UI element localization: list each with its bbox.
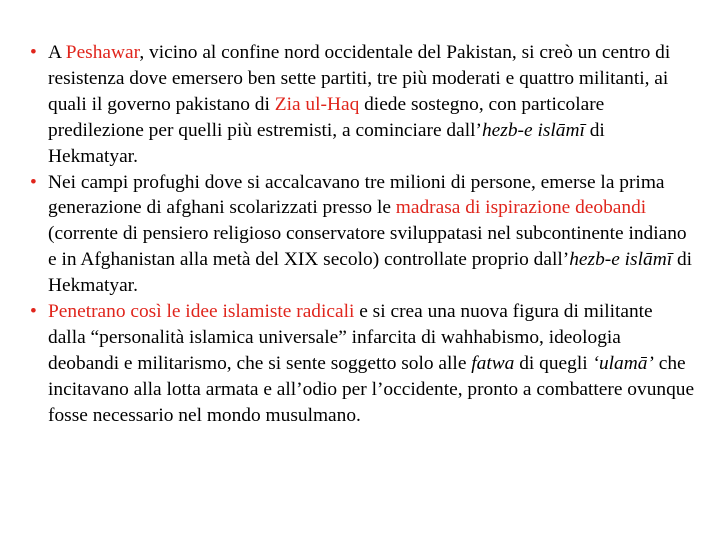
- text-segment: (corrente di pensiero religioso conservatore sviluppatasi nel subcontinente indiano e in Afghanistan alla metà del XIX secolo) controllate proprio dall’: [48, 223, 687, 271]
- highlighted-term-zia-ul-haq: Zia ul-Haq: [274, 93, 360, 115]
- bullet-marker: •: [30, 301, 37, 323]
- bullet-item-1: [30, 170, 695, 300]
- italic-term-hezb-e-islami: hezb-e islāmī: [569, 249, 673, 271]
- highlighted-term-peshawar: Peshawar: [65, 42, 140, 63]
- text-segment: di Hekmatyar.: [48, 249, 693, 297]
- text-segment: di Hekmatyar.: [48, 119, 605, 167]
- bullet-marker: •: [30, 171, 37, 193]
- bullet-marker: •: [30, 42, 37, 63]
- text-segment: e si crea una nuova figura di militante dalla “personalità islamica universale” infarcita di wahhabismo, ideologia deobandi e militarismo, che si sente soggetto solo alle: [48, 301, 653, 374]
- text-segment: di quegli: [514, 352, 593, 374]
- bullet-item-0: [30, 40, 695, 170]
- text-segment: Nei campi profughi dove si accalcavano tre milioni di persone, emerse la prima generazione di afghani scolarizzati presso le: [48, 171, 665, 219]
- italic-term-hezb-e-islami: hezb-e islāmī: [481, 119, 585, 141]
- text-segment: diede sostegno, con particolare predilezione per quelli più estremisti, a cominciare dall’: [48, 93, 605, 141]
- text-segment: , vicino al confine nord occidentale del Pakistan, si creò un centro di resistenza dove emersero ben sette partiti, tre più moderati e quattro militanti, ai quali il governo pakistano di: [48, 42, 671, 115]
- text-segment: che incitavano alla lotta armata e all’odio per l’occidente, pronto a combattere ovunque fosse necessario nel mondo musulmano.: [48, 352, 695, 426]
- italic-term-ulama: ‘ulamā’: [592, 352, 654, 374]
- bullet-item-2: [30, 299, 695, 429]
- text-segment: A: [48, 42, 66, 63]
- highlighted-term-madrasa: madrasa di ispirazione deobandi: [395, 197, 647, 219]
- italic-term-fatwa: fatwa: [471, 352, 515, 374]
- bullet-list: [30, 40, 695, 429]
- highlighted-phrase-idee-islamiste: Penetrano così le idee islamiste radicali: [48, 301, 355, 323]
